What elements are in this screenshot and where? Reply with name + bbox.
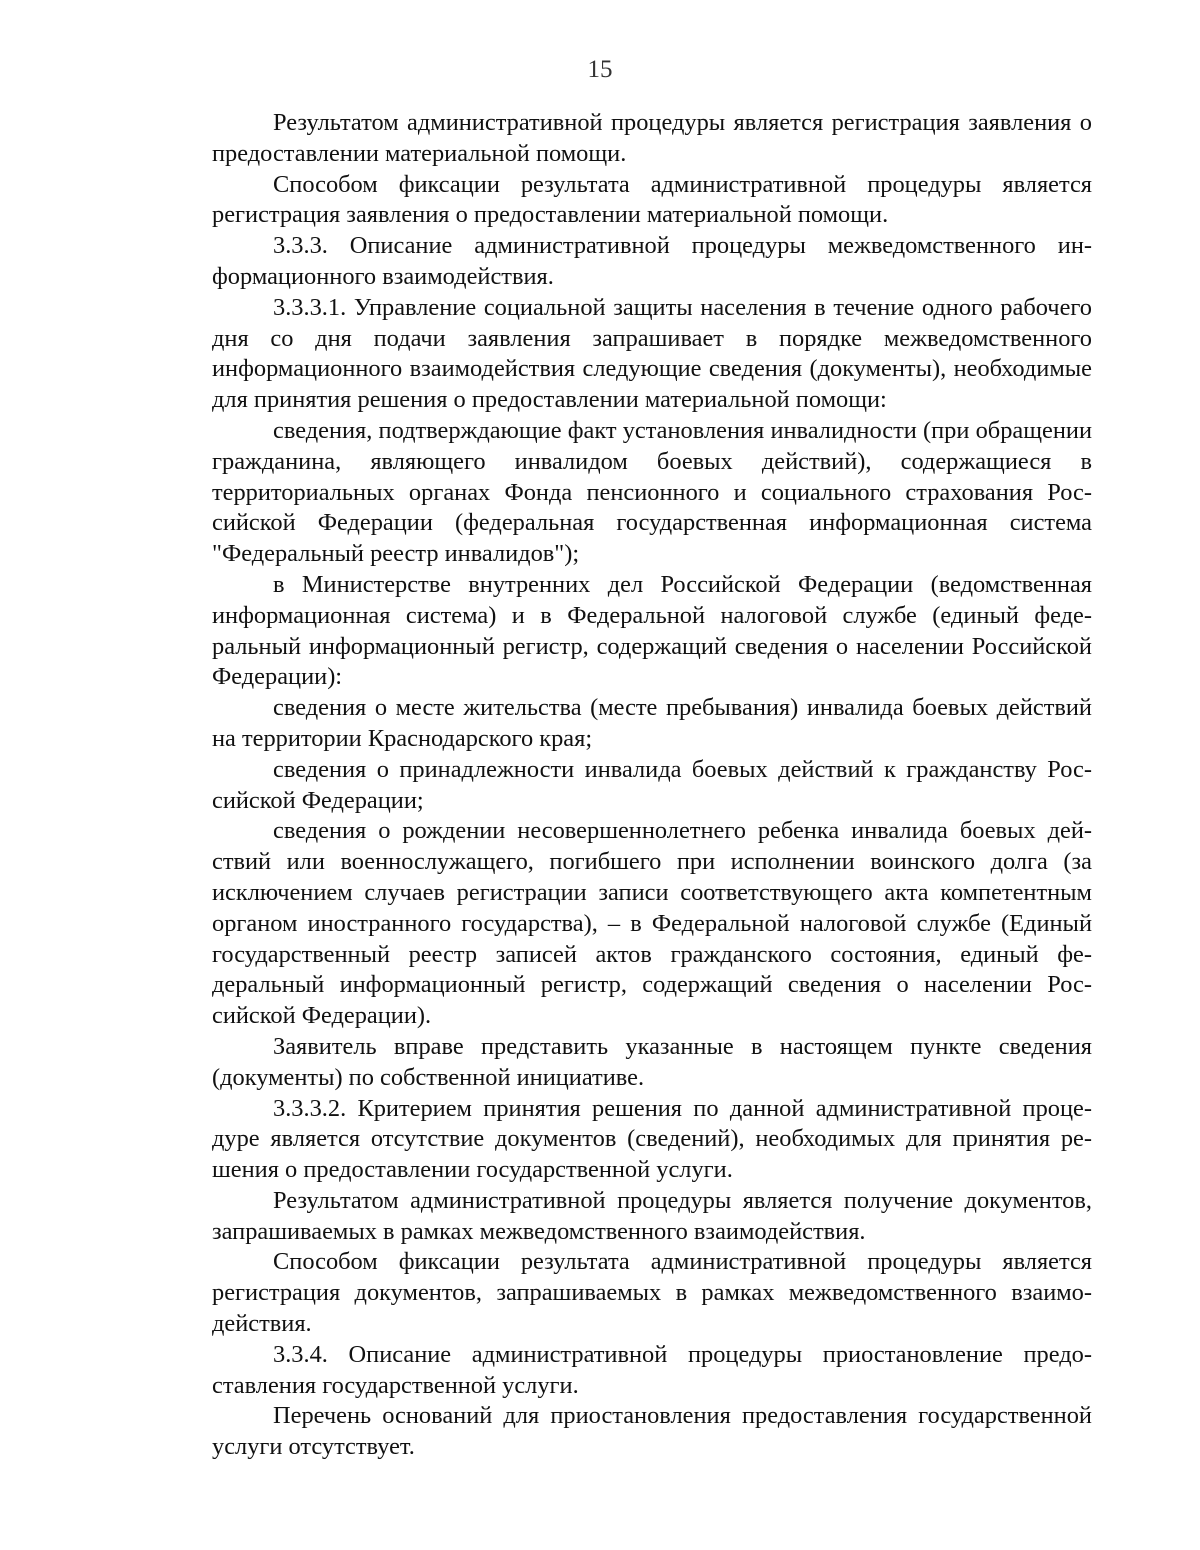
paragraph-section-3-3-4: 3.3.4. Описание административной процедуры приостановление предоставления государственной услуги. (212, 1340, 1092, 1399)
document-body (212, 108, 1092, 1463)
paragraph-birth-info: сведения о рождении несовершеннолетнего ребенка инвалида боевых действий или военнослужащего, погибшего при исполнении воинского долга (за исключением случаев регистрации записи соответствующего акта компетентным органом иностранного государства), – в Федеральной налоговой службе (Единый государственный реестр записей актов гражданского состояния, единый федеральный информационный регистр, содержащий сведения о населении Российской Федерации). (212, 817, 1092, 1030)
paragraph-section-3-3-3-1: 3.3.3.1. Управление социальной защиты населения в течение одного рабочего дня со дня подачи заявления запрашивает в порядке межведомственного информационного взаимодействия следующие сведения (документы), необходимые для принятия решения о предоставлении материальной помощи: (212, 293, 1092, 414)
paragraph-residence-info: сведения о месте жительства (месте пребывания) инвалида боевых действий на территории Краснодарского края; (212, 694, 1092, 752)
paragraph-disability-info: сведения, подтверждающие факт установления инвалидности (при обращении гражданина, являющего инвалидом боевых действий), содержащиеся в территориальных органах Фонда пенсионного и социального страхования Российской Федерации (федеральная государственная информационная система "Федеральный реестр инвалидов"); (212, 416, 1092, 568)
paragraph-result-registration: Результатом административной процедуры является регистрация заявления о предоставлении материальной помощи. (212, 109, 1092, 167)
paragraph-section-3-3-3: 3.3.3. Описание административной процедуры межведомственного информационного взаимодействия. (212, 232, 1092, 290)
paragraph-result-documents: Результатом административной процедуры является получение документов, запрашиваемых в рамках межведомственного взаимодействия. (212, 1186, 1092, 1245)
paragraph-applicant-right: Заявитель вправе представить указанные в настоящем пункте сведения (документы) по собственной инициативе. (212, 1032, 1092, 1091)
paragraph-fixation-documents: Способом фиксации результата административной процедуры является регистрация документов, запрашиваемых в рамках межведомственного взаимодействия. (212, 1248, 1092, 1338)
paragraph-citizenship-info: сведения о принадлежности инвалида боевых действий к гражданству Российской Федерации; (212, 755, 1092, 814)
paragraph-section-3-3-3-2: 3.3.3.2. Критерием принятия решения по данной административной процедуре является отсутствие документов (сведений), необходимых для принятия решения о предоставлении государственной услуги. (212, 1094, 1092, 1184)
paragraph-ministry-info: в Министерстве внутренних дел Российской Федерации (ведомственная информационная система) и в Федеральной налоговой службе (единый федеральный информационный регистр, содержащий сведения о населении Российской Федерации): (212, 570, 1092, 691)
paragraph-fixation-method: Способом фиксации результата административной процедуры является регистрация заявления о предоставлении материальной помощи. (212, 170, 1092, 229)
paragraph-no-suspension-grounds: Перечень оснований для приостановления предоставления государственной услуги отсутствует. (212, 1402, 1092, 1461)
page-number: 15 (587, 56, 613, 83)
